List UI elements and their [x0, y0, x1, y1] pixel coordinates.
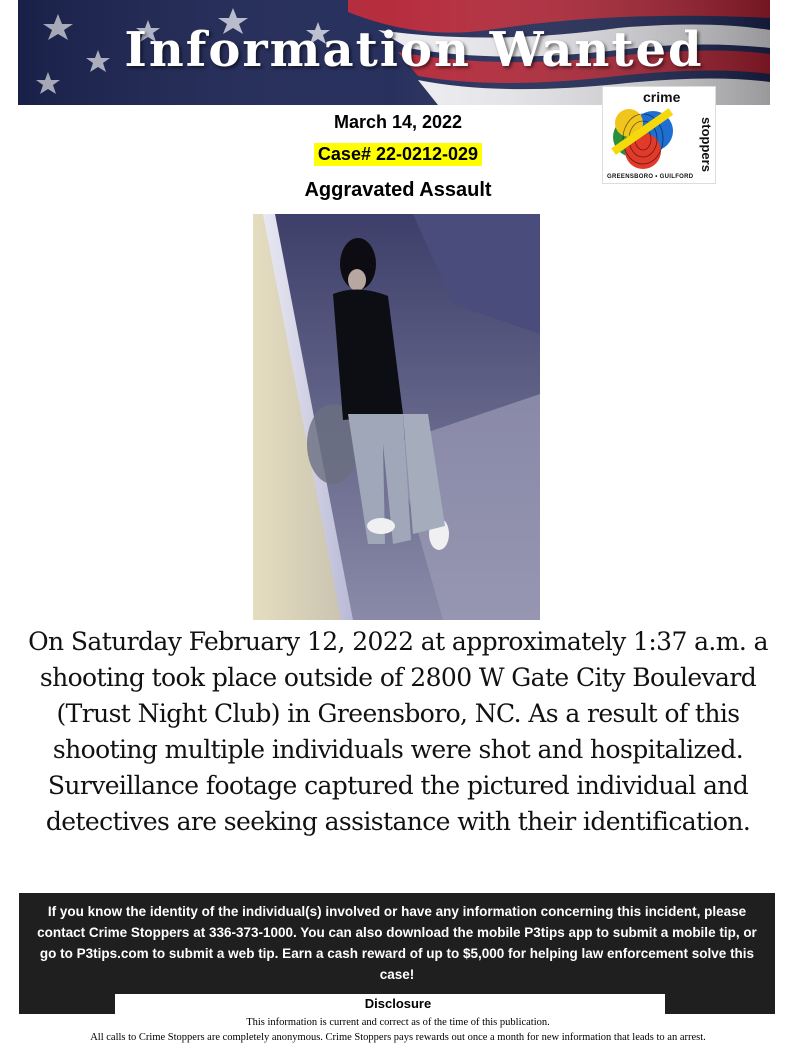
case-number: Case# 22-0212-029 — [314, 143, 482, 166]
banner-title: Information Wanted — [124, 22, 704, 78]
contact-info-box — [19, 893, 775, 994]
surveillance-photo — [253, 214, 540, 620]
contact-info-text: If you know the identity of the individual(s) involved or have any information concerning this incident, please contact Crime Stoppers at 336-373-1000. You can also download the mobile P3tips app to submit a mobile tip, or go to P3tips.com to submit a web tip. Earn a cash reward of up to $5,000 for helping law enforcement solve this case! — [37, 904, 757, 982]
disclosure-line-2: All calls to Crime Stoppers are completely anonymous. Crime Stoppers pays rewards out once a month for new information that leads to an arrest. — [90, 1032, 706, 1043]
logo-subtitle: GREENSBORO • GUILFORD — [607, 174, 694, 180]
logo-word-crime: crime — [643, 89, 681, 105]
crime-type: Aggravated Assault — [304, 179, 492, 201]
date: March 14, 2022 — [333, 112, 463, 132]
surveillance-image-icon — [253, 214, 540, 620]
disclosure-line-1: This information is current and correct as of the time of this publication. — [246, 1017, 550, 1028]
crime-stoppers-logo-icon — [602, 86, 716, 184]
logo-word-stoppers: stoppers — [698, 117, 714, 172]
incident-description: On Saturday February 12, 2022 at approximately 1:37 a.m. a shooting took place outside of 2800 W Gate City Boulevard (Trust Night Club) in Greensboro, NC. As a result of this shooting multiple individuals were shot and hospitalized. Surveillance footage captured the pictured individual and detectives are seeking assistance with their identification. — [28, 627, 768, 836]
disclosure-title: Disclosure — [364, 996, 432, 1011]
